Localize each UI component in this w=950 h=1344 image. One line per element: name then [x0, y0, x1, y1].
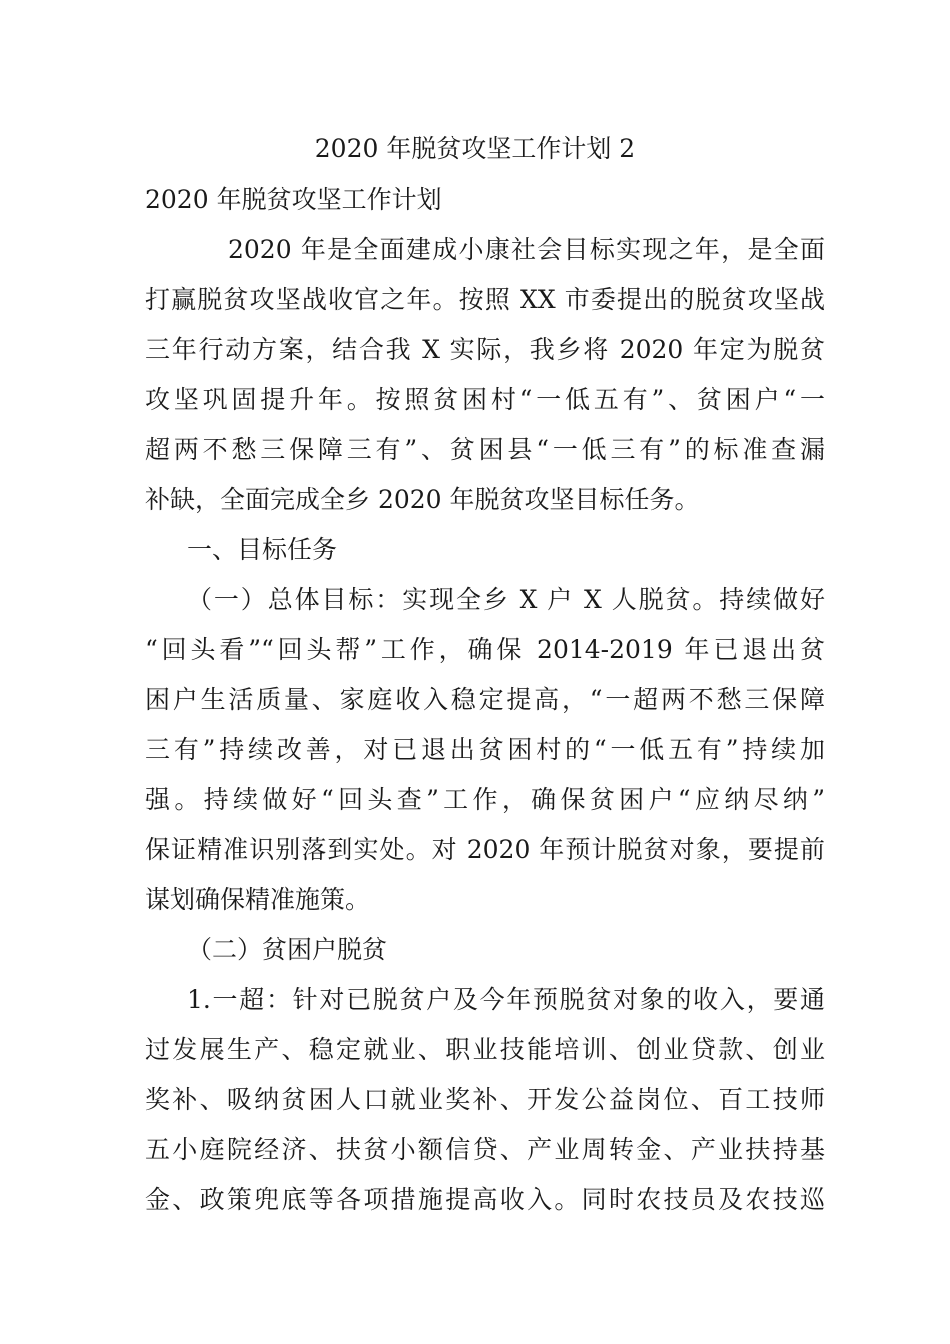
paragraph-line: 金、政策兜底等各项措施提高收入。同时农技员及农技巡: [145, 1185, 825, 1214]
paragraph-line: 打赢脱贫攻坚战收官之年。按照 XX 市委提出的脱贫攻坚战: [145, 285, 825, 314]
paragraph-line: 保证精准识别落到实处。对 2020 年预计脱贫对象，要提前: [145, 835, 825, 864]
document-title: 2020 年脱贫攻坚工作计划 2: [314, 134, 636, 163]
paragraph-line: （一）总体目标：实现全乡 X 户 X 人脱贫。持续做好: [187, 585, 825, 614]
paragraph-line: 攻坚巩固提升年。按照贫困村“一低五有”、贫困户“一: [145, 385, 825, 414]
document-subtitle: 2020 年脱贫攻坚工作计划: [145, 185, 442, 214]
paragraph-line: 三有”持续改善，对已退出贫困村的“一低五有”持续加: [145, 735, 825, 764]
paragraph-line: 过发展生产、稳定就业、职业技能培训、创业贷款、创业: [145, 1035, 825, 1064]
subsection-heading: （二）贫困户脱贫: [187, 935, 388, 964]
paragraph-line: 三年行动方案，结合我 X 实际，我乡将 2020 年定为脱贫: [145, 335, 825, 364]
paragraph-line: 补缺，全面完成全乡 2020 年脱贫攻坚目标任务。: [145, 485, 700, 514]
section-heading: 一、目标任务: [187, 535, 338, 564]
paragraph-line: 五小庭院经济、扶贫小额信贷、产业周转金、产业扶持基: [145, 1135, 825, 1164]
paragraph-line: 奖补、吸纳贫困人口就业奖补、开发公益岗位、百工技师: [145, 1085, 825, 1114]
paragraph-line: 1.一超：针对已脱贫户及今年预脱贫对象的收入，要通: [187, 985, 825, 1014]
paragraph-line: “回头看”“回头帮”工作，确保 2014-2019 年已退出贫: [145, 635, 825, 664]
paragraph-line: 谋划确保精准施策。: [145, 885, 371, 914]
paragraph-line: 强。持续做好“回头查”工作，确保贫困户“应纳尽纳”: [145, 785, 825, 814]
paragraph-line: 2020 年是全面建成小康社会目标实现之年，是全面: [228, 235, 825, 264]
paragraph-line: 困户生活质量、家庭收入稳定提高，“一超两不愁三保障: [145, 685, 825, 714]
paragraph-line: 超两不愁三保障三有”、贫困县“一低三有”的标准查漏: [145, 435, 825, 464]
